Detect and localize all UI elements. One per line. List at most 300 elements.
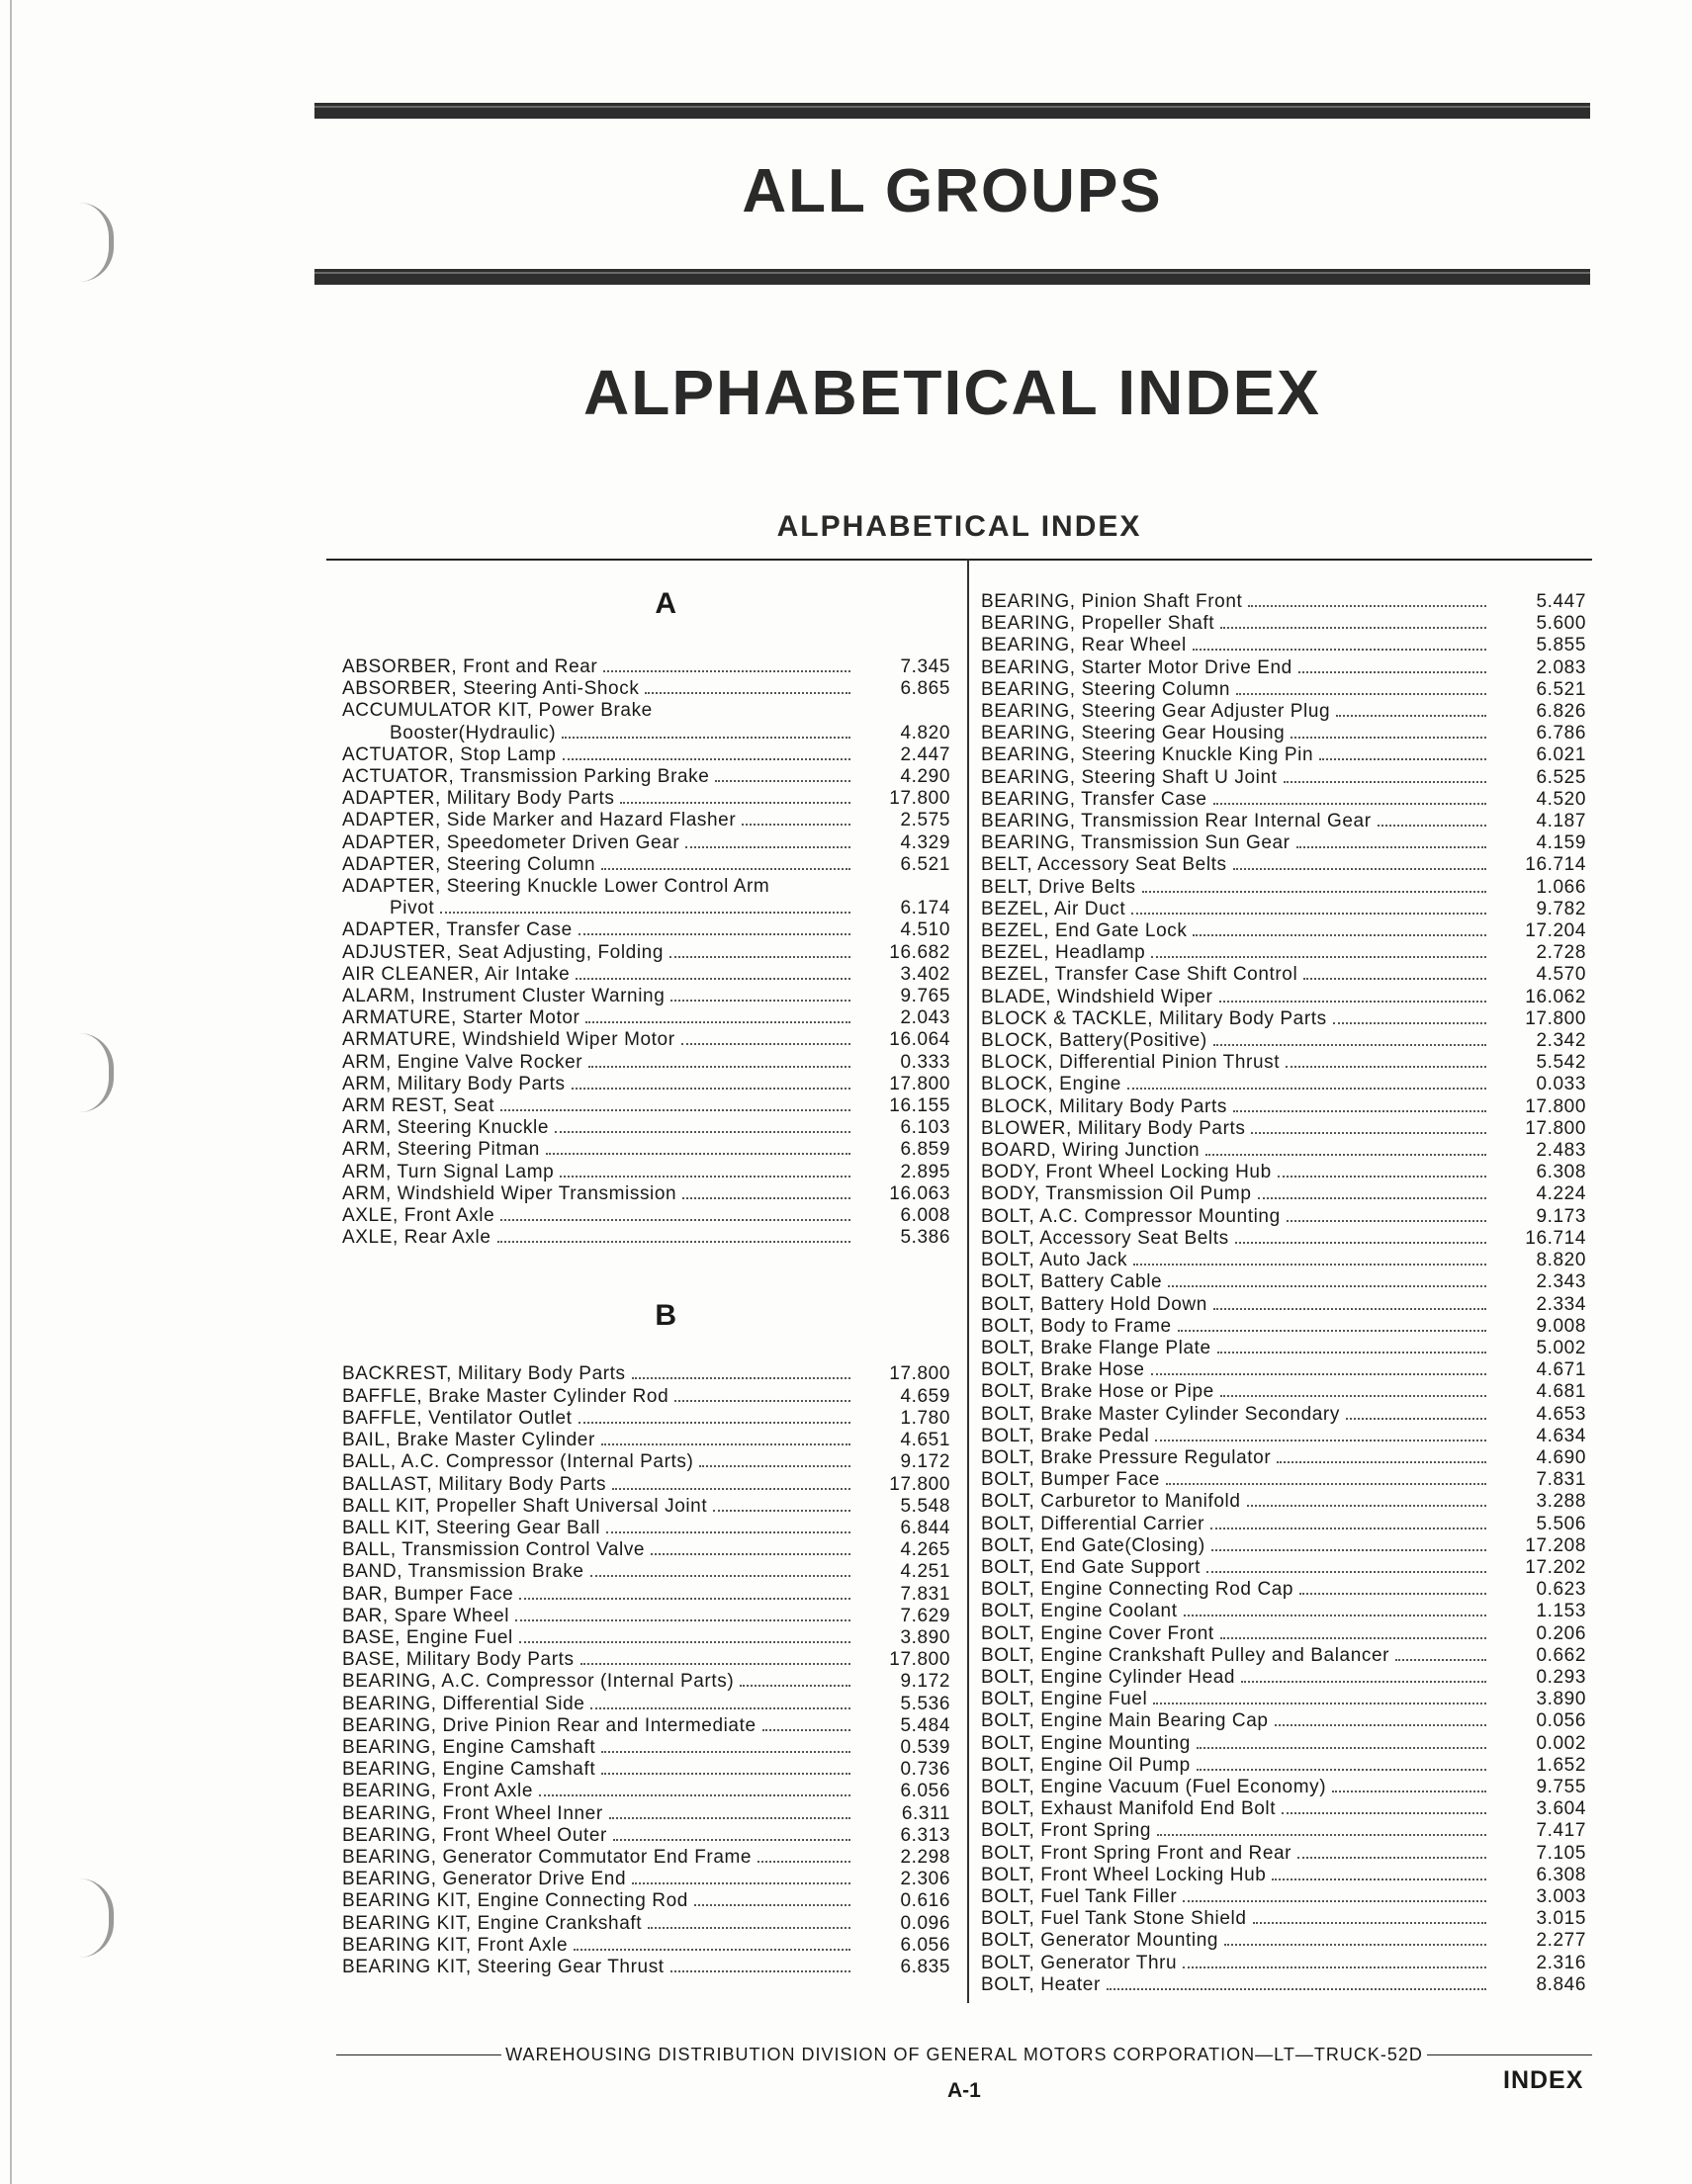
dot-leader	[1166, 1482, 1486, 1485]
entry-page: 9.008	[1536, 1315, 1586, 1337]
entry-page: 4.224	[1536, 1183, 1586, 1205]
entry-page: 0.616	[900, 1890, 950, 1912]
entry-page: 6.103	[900, 1117, 950, 1139]
entry-page: 6.308	[1536, 1864, 1586, 1885]
entry-name: ALARM, Instrument Cluster Warning	[342, 986, 666, 1007]
entry-name: BALLAST, Military Body Parts	[342, 1473, 607, 1495]
index-entry	[981, 635, 1586, 656]
entry-page: 4.159	[1536, 832, 1586, 854]
index-entry	[342, 766, 950, 788]
entry-name: BOLT, Brake Pressure Regulator	[981, 1446, 1272, 1468]
entry-name: BOLT, Auto Jack	[981, 1250, 1128, 1271]
entry-page: 8.820	[1536, 1250, 1586, 1271]
entry-name: ADAPTER, Military Body Parts	[342, 788, 615, 810]
dot-leader	[612, 1487, 850, 1490]
index-entry	[981, 1820, 1586, 1842]
index-entry	[342, 1363, 950, 1385]
index-entry	[981, 1183, 1586, 1205]
dot-leader	[1336, 714, 1486, 717]
entry-page: 4.820	[900, 722, 950, 743]
entry-name: BOLT, Brake Hose	[981, 1359, 1145, 1381]
column-divider	[967, 560, 969, 2003]
index-entry	[981, 1514, 1586, 1535]
entry-name: ARM, Steering Knuckle	[342, 1117, 550, 1139]
entry-page: 2.298	[900, 1846, 950, 1868]
entry-name: BEZEL, Headlamp	[981, 942, 1146, 964]
dot-leader	[1233, 867, 1486, 870]
entry-page: 0.662	[1536, 1644, 1586, 1666]
entry-page: 4.187	[1536, 811, 1586, 832]
entry-name: BEARING KIT, Front Axle	[342, 1934, 569, 1956]
entry-page: 4.671	[1536, 1359, 1586, 1381]
dot-leader	[613, 1838, 850, 1841]
entry-name: ARM REST, Seat	[342, 1095, 495, 1117]
entry-page: 6.525	[1536, 766, 1586, 788]
header-rule-top	[314, 103, 1590, 119]
dot-leader	[601, 1750, 850, 1753]
index-entry	[981, 1777, 1586, 1798]
entry-page: 6.056	[900, 1781, 950, 1802]
entry-name: BEARING, Front Axle	[342, 1781, 534, 1802]
entry-page: 0.096	[900, 1912, 950, 1934]
dot-leader	[1241, 1680, 1486, 1683]
index-entry	[342, 1737, 950, 1759]
dot-leader	[1282, 1811, 1486, 1814]
entry-name: ABSORBER, Steering Anti-Shock	[342, 678, 640, 700]
entry-name: BEARING, Transfer Case	[981, 788, 1207, 810]
entry-name: BLADE, Windshield Wiper	[981, 986, 1213, 1007]
entry-name: BEARING, Steering Gear Housing	[981, 723, 1286, 744]
dot-leader	[585, 1020, 850, 1023]
entry-page: 8.846	[1536, 1973, 1586, 1995]
dot-leader	[682, 1196, 850, 1199]
index-entry	[981, 854, 1586, 876]
index-entry	[342, 810, 950, 831]
dot-leader	[1275, 1723, 1486, 1726]
entry-page: 3.003	[1536, 1885, 1586, 1907]
entry-page: 5.484	[900, 1714, 950, 1736]
dot-leader	[590, 1706, 850, 1709]
entry-name: ACTUATOR, Stop Lamp	[342, 743, 557, 765]
entry-page: 0.293	[1536, 1666, 1586, 1688]
index-entry	[342, 1935, 950, 1957]
dot-leader	[1286, 1065, 1486, 1068]
entry-name: BOLT, Engine Mounting	[981, 1732, 1191, 1754]
index-entry	[342, 1649, 950, 1671]
dot-leader	[1183, 1966, 1486, 1968]
index-entry	[981, 920, 1586, 942]
entry-page: 4.570	[1536, 964, 1586, 986]
entry-page: 16.063	[889, 1182, 950, 1204]
entry-page: 4.265	[900, 1539, 950, 1561]
dot-leader	[1247, 1504, 1486, 1507]
entry-page: 6.844	[900, 1517, 950, 1538]
dot-leader	[601, 867, 850, 870]
dot-leader	[740, 1684, 850, 1687]
dot-leader	[539, 1793, 850, 1796]
dot-leader	[1220, 1636, 1486, 1639]
entry-page: 17.800	[889, 1073, 950, 1094]
entry-name: BOLT, Engine Cylinder Head	[981, 1666, 1236, 1688]
dot-leader	[1395, 1658, 1486, 1661]
entry-name: BEARING, Transmission Sun Gear	[981, 832, 1291, 854]
footer-line-left	[336, 2054, 501, 2055]
entry-name: BASE, Engine Fuel	[342, 1626, 513, 1648]
index-entry	[342, 1052, 950, 1074]
entry-name: BALL KIT, Steering Gear Ball	[342, 1517, 601, 1538]
entry-page: 16.714	[1525, 854, 1586, 876]
dot-leader	[1213, 1043, 1486, 1046]
dot-leader	[742, 823, 850, 826]
binder-edge	[10, 0, 12, 2184]
entry-name: ARM, Turn Signal Lamp	[342, 1161, 555, 1182]
entry-name: BALL, Transmission Control Valve	[342, 1539, 646, 1561]
entry-page: 5.002	[1536, 1337, 1586, 1358]
dot-leader	[1213, 1307, 1486, 1310]
entry-page: 16.064	[889, 1029, 950, 1051]
index-entry	[981, 613, 1586, 635]
dot-leader	[519, 1597, 850, 1600]
entry-page: 1.652	[1536, 1754, 1586, 1776]
entry-name: BOLT, Carburetor to Manifold	[981, 1491, 1241, 1513]
entry-page: 0.333	[900, 1051, 950, 1073]
dot-leader	[1284, 780, 1487, 783]
entry-name: BOLT, Front Wheel Locking Hub	[981, 1864, 1267, 1885]
entry-page: 0.033	[1536, 1074, 1586, 1095]
entry-page: 4.329	[900, 831, 950, 853]
entry-page: 4.251	[900, 1561, 950, 1583]
entry-name: AXLE, Front Axle	[342, 1205, 495, 1227]
index-entry	[342, 876, 950, 898]
entry-name: BEARING, Propeller Shaft	[981, 613, 1215, 635]
index-entry	[981, 1008, 1586, 1030]
entry-page: 5.506	[1536, 1513, 1586, 1534]
dot-leader	[1217, 1351, 1486, 1354]
entry-name: ABSORBER, Front and Rear	[342, 656, 598, 677]
entry-page: 7.629	[900, 1605, 950, 1626]
index-title: ALPHABETICAL INDEX	[583, 357, 1321, 428]
index-entry	[981, 1491, 1586, 1513]
entry-page: 16.714	[1525, 1227, 1586, 1249]
index-entry	[342, 854, 950, 876]
entry-page: 4.690	[1536, 1446, 1586, 1468]
index-entry	[981, 1404, 1586, 1426]
entry-name: BEARING, Front Wheel Outer	[342, 1824, 607, 1846]
index-entry	[981, 1294, 1586, 1316]
dot-leader	[1213, 802, 1486, 805]
dot-leader	[1251, 1131, 1486, 1134]
entry-name: BEZEL, End Gate Lock	[981, 920, 1188, 942]
entry-name: ACCUMULATOR KIT, Power Brake	[342, 700, 653, 722]
index-entry	[981, 1689, 1586, 1710]
index-entry	[342, 1007, 950, 1029]
dot-leader	[1168, 1284, 1486, 1287]
punch-hole	[79, 1878, 114, 1958]
index-entry	[342, 1408, 950, 1430]
entry-name: BALL KIT, Propeller Shaft Universal Joint	[342, 1495, 708, 1517]
index-entry	[342, 1451, 950, 1473]
entry-name: BLOCK, Engine	[981, 1074, 1121, 1095]
group-title: ALL GROUPS	[742, 157, 1163, 225]
entry-page: 9.172	[900, 1671, 950, 1693]
entry-page: 2.043	[900, 1007, 950, 1029]
index-entry	[342, 1671, 950, 1693]
entries-right	[981, 591, 1586, 1996]
footer-line-right	[1427, 2054, 1592, 2055]
index-entry	[342, 1781, 950, 1802]
index-entry	[342, 656, 950, 678]
index-entry	[342, 1561, 950, 1583]
index-entry	[981, 1271, 1586, 1293]
entry-name: BLOCK, Military Body Parts	[981, 1095, 1227, 1117]
index-entry	[342, 1759, 950, 1781]
dot-leader	[1183, 1899, 1486, 1902]
index-entry	[342, 788, 950, 810]
entry-name: BEARING KIT, Engine Crankshaft	[342, 1912, 643, 1934]
dot-leader	[645, 691, 850, 694]
dot-leader	[1193, 648, 1486, 651]
entry-page: 7.417	[1536, 1820, 1586, 1842]
entries-b	[342, 1363, 950, 1978]
dot-leader	[1296, 845, 1486, 848]
entry-page: 9.172	[900, 1451, 950, 1473]
index-entry	[981, 877, 1586, 899]
index-entry	[342, 986, 950, 1007]
dot-leader	[1178, 1329, 1486, 1332]
index-entry	[981, 1338, 1586, 1359]
dot-leader	[669, 955, 850, 958]
dot-leader	[1277, 1460, 1486, 1463]
dot-leader	[601, 1442, 850, 1445]
index-entry	[342, 1496, 950, 1518]
index-entry	[981, 1623, 1586, 1645]
index-entry	[342, 1803, 950, 1825]
index-entry	[981, 1535, 1586, 1557]
index-entry	[342, 1095, 950, 1117]
index-entry	[981, 591, 1586, 613]
index-entry	[342, 1139, 950, 1161]
entry-page: 6.311	[901, 1802, 950, 1824]
entry-page: 5.542	[1536, 1052, 1586, 1074]
dot-leader	[1299, 1592, 1486, 1595]
entry-name: BODY, Front Wheel Locking Hub	[981, 1162, 1272, 1183]
entry-name: BAR, Bumper Face	[342, 1583, 514, 1605]
entry-page: 17.208	[1525, 1534, 1586, 1556]
entry-page: 6.308	[1536, 1162, 1586, 1183]
entry-name: BEARING, Steering Shaft U Joint	[981, 766, 1278, 788]
index-entry	[981, 1118, 1586, 1140]
entry-name: BLOWER, Military Body Parts	[981, 1117, 1246, 1139]
entry-name: BOLT, Generator Thru	[981, 1952, 1178, 1973]
entry-page: 7.831	[1536, 1469, 1586, 1491]
entry-page: 16.062	[1525, 986, 1586, 1007]
entry-page: 6.008	[900, 1205, 950, 1227]
entry-name: ADAPTER, Speedometer Driven Gear	[342, 831, 680, 853]
dot-leader	[1378, 824, 1486, 827]
entry-page: 4.290	[900, 766, 950, 788]
entry-name: ARM, Windshield Wiper Transmission	[342, 1182, 677, 1204]
entry-name: BEARING, Differential Side	[342, 1693, 585, 1714]
dot-leader	[590, 1574, 850, 1577]
dot-leader	[519, 1640, 850, 1643]
index-entry	[981, 1953, 1586, 1974]
index-entry	[342, 1606, 950, 1627]
dot-leader	[1258, 1196, 1487, 1199]
entry-name: BEARING, Starter Motor Drive End	[981, 656, 1292, 678]
dot-leader	[1303, 977, 1486, 980]
entry-name: BEARING, Engine Camshaft	[342, 1759, 596, 1781]
entry-page: 17.800	[1525, 1117, 1586, 1139]
index-entry	[342, 832, 950, 854]
entry-page: 17.800	[889, 788, 950, 810]
entry-page: 1.780	[900, 1407, 950, 1429]
index-entry	[342, 1890, 950, 1912]
dot-leader	[674, 1399, 850, 1402]
entry-page: 3.890	[900, 1626, 950, 1648]
entry-name: BOLT, Engine Fuel	[981, 1689, 1148, 1710]
dot-leader	[500, 1218, 850, 1221]
index-entry	[342, 942, 950, 964]
index-entry	[981, 1447, 1586, 1469]
entry-name: BELT, Drive Belts	[981, 876, 1136, 898]
dot-leader	[1319, 757, 1486, 760]
dot-leader	[579, 932, 850, 935]
entry-name: BOLT, Front Spring	[981, 1820, 1152, 1842]
dot-leader	[681, 1042, 850, 1045]
index-entry	[981, 1250, 1586, 1271]
dot-leader	[601, 1772, 850, 1775]
entry-page: 6.521	[1536, 678, 1586, 700]
dot-leader	[1153, 1702, 1486, 1704]
index-entry	[981, 1426, 1586, 1447]
entry-page: 4.510	[900, 919, 950, 941]
index-entry	[981, 767, 1586, 789]
index-entry	[342, 1913, 950, 1935]
dot-leader	[1298, 670, 1486, 673]
dot-leader	[563, 757, 850, 760]
entry-name: BLOCK, Battery(Positive)	[981, 1030, 1207, 1052]
entry-page: 2.334	[1536, 1293, 1586, 1315]
entry-page: 6.859	[900, 1139, 950, 1161]
letter-heading-b: B	[655, 1299, 677, 1333]
entry-name: BOLT, Bumper Face	[981, 1469, 1160, 1491]
entry-name: BOLT, Engine Coolant	[981, 1601, 1178, 1622]
entry-name: BEARING, Generator Drive End	[342, 1869, 627, 1890]
entry-page: 2.728	[1536, 942, 1586, 964]
entry-page: 9.765	[900, 986, 950, 1007]
entry-page: 6.826	[1536, 701, 1586, 723]
index-entry	[981, 789, 1586, 811]
entry-page: 6.056	[900, 1934, 950, 1956]
dot-leader	[1278, 1175, 1486, 1178]
dot-leader	[1127, 1087, 1486, 1090]
punch-hole	[79, 203, 114, 282]
index-entry	[981, 1579, 1586, 1601]
entry-name: AXLE, Rear Axle	[342, 1227, 491, 1249]
dot-leader	[1220, 626, 1486, 629]
index-entry	[981, 1798, 1586, 1820]
entry-page: 17.204	[1525, 920, 1586, 942]
index-entry	[981, 1733, 1586, 1755]
entry-page: 5.600	[1536, 613, 1586, 635]
index-entry	[981, 1228, 1586, 1250]
entry-page: 6.786	[1536, 723, 1586, 744]
entry-name: BLOCK, Differential Pinion Thrust	[981, 1052, 1281, 1074]
entry-name: BOLT, End Gate(Closing)	[981, 1534, 1205, 1556]
dot-leader	[560, 1175, 850, 1178]
entry-name: BEARING, Steering Gear Adjuster Plug	[981, 701, 1331, 723]
entry-name: BEZEL, Transfer Case Shift Control	[981, 964, 1298, 986]
dot-leader	[713, 1509, 850, 1512]
index-entry	[981, 1557, 1586, 1579]
entry-page: 2.316	[1536, 1952, 1586, 1973]
index-entry	[342, 1957, 950, 1978]
entry-name: BOLT, Engine Crankshaft Pulley and Balancer	[981, 1644, 1390, 1666]
dot-leader	[670, 1969, 850, 1972]
dot-leader	[685, 845, 850, 848]
dot-leader	[1291, 736, 1486, 739]
entry-name: BOLT, Battery Hold Down	[981, 1293, 1207, 1315]
entry-name: BOLT, Fuel Tank Stone Shield	[981, 1908, 1247, 1930]
dot-leader	[1248, 604, 1486, 607]
dot-leader	[1346, 1417, 1486, 1420]
entry-page: 0.056	[1536, 1710, 1586, 1732]
dot-leader	[762, 1728, 850, 1731]
entry-page: 5.536	[900, 1693, 950, 1714]
index-entry	[342, 1715, 950, 1737]
entry-name: BOLT, Brake Hose or Pipe	[981, 1381, 1214, 1403]
index-entry	[981, 942, 1586, 964]
entry-name: BOLT, Accessory Seat Belts	[981, 1227, 1229, 1249]
index-entry	[981, 1886, 1586, 1908]
entry-name: BOLT, Heater	[981, 1973, 1101, 1995]
header-rule-bottom	[314, 269, 1590, 285]
dot-leader	[609, 1816, 850, 1819]
dot-leader	[1272, 1878, 1486, 1880]
entry-name: BEARING, Rear Wheel	[981, 635, 1187, 656]
entry-name: BOLT, Brake Flange Plate	[981, 1337, 1211, 1358]
entry-page: 9.755	[1536, 1776, 1586, 1797]
index-entry	[342, 1162, 950, 1183]
entry-page: 0.206	[1536, 1622, 1586, 1644]
index-entry	[342, 723, 950, 744]
dot-leader	[1219, 1000, 1487, 1003]
entry-page: 4.659	[900, 1385, 950, 1407]
entry-name: ARMATURE, Starter Motor	[342, 1007, 580, 1029]
index-entry	[981, 1316, 1586, 1338]
index-entry	[981, 1096, 1586, 1118]
entry-name: ADAPTER, Side Marker and Hazard Flasher	[342, 810, 737, 831]
entry-page: 2.306	[900, 1869, 950, 1890]
index-entry	[342, 1825, 950, 1847]
entry-name: BEARING, Pinion Shaft Front	[981, 591, 1243, 612]
dot-leader	[574, 1948, 850, 1951]
footer-text: WAREHOUSING DISTRIBUTION DIVISION OF GENERAL MOTORS CORPORATION—LT—TRUCK-52D	[505, 2045, 1423, 2064]
dot-leader	[1107, 1987, 1486, 1990]
index-entry	[342, 1627, 950, 1649]
index-entry	[981, 723, 1586, 744]
dot-leader	[1184, 1614, 1486, 1616]
index-entry	[342, 919, 950, 941]
index-entry	[342, 1205, 950, 1227]
dot-leader	[500, 1108, 850, 1111]
entry-name: BELT, Accessory Seat Belts	[981, 854, 1227, 876]
dot-leader	[632, 1881, 850, 1884]
entry-page: 17.800	[889, 1473, 950, 1495]
entry-name: BOARD, Wiring Junction	[981, 1140, 1201, 1162]
entry-page: 4.634	[1536, 1425, 1586, 1446]
entry-page: 1.153	[1536, 1601, 1586, 1622]
